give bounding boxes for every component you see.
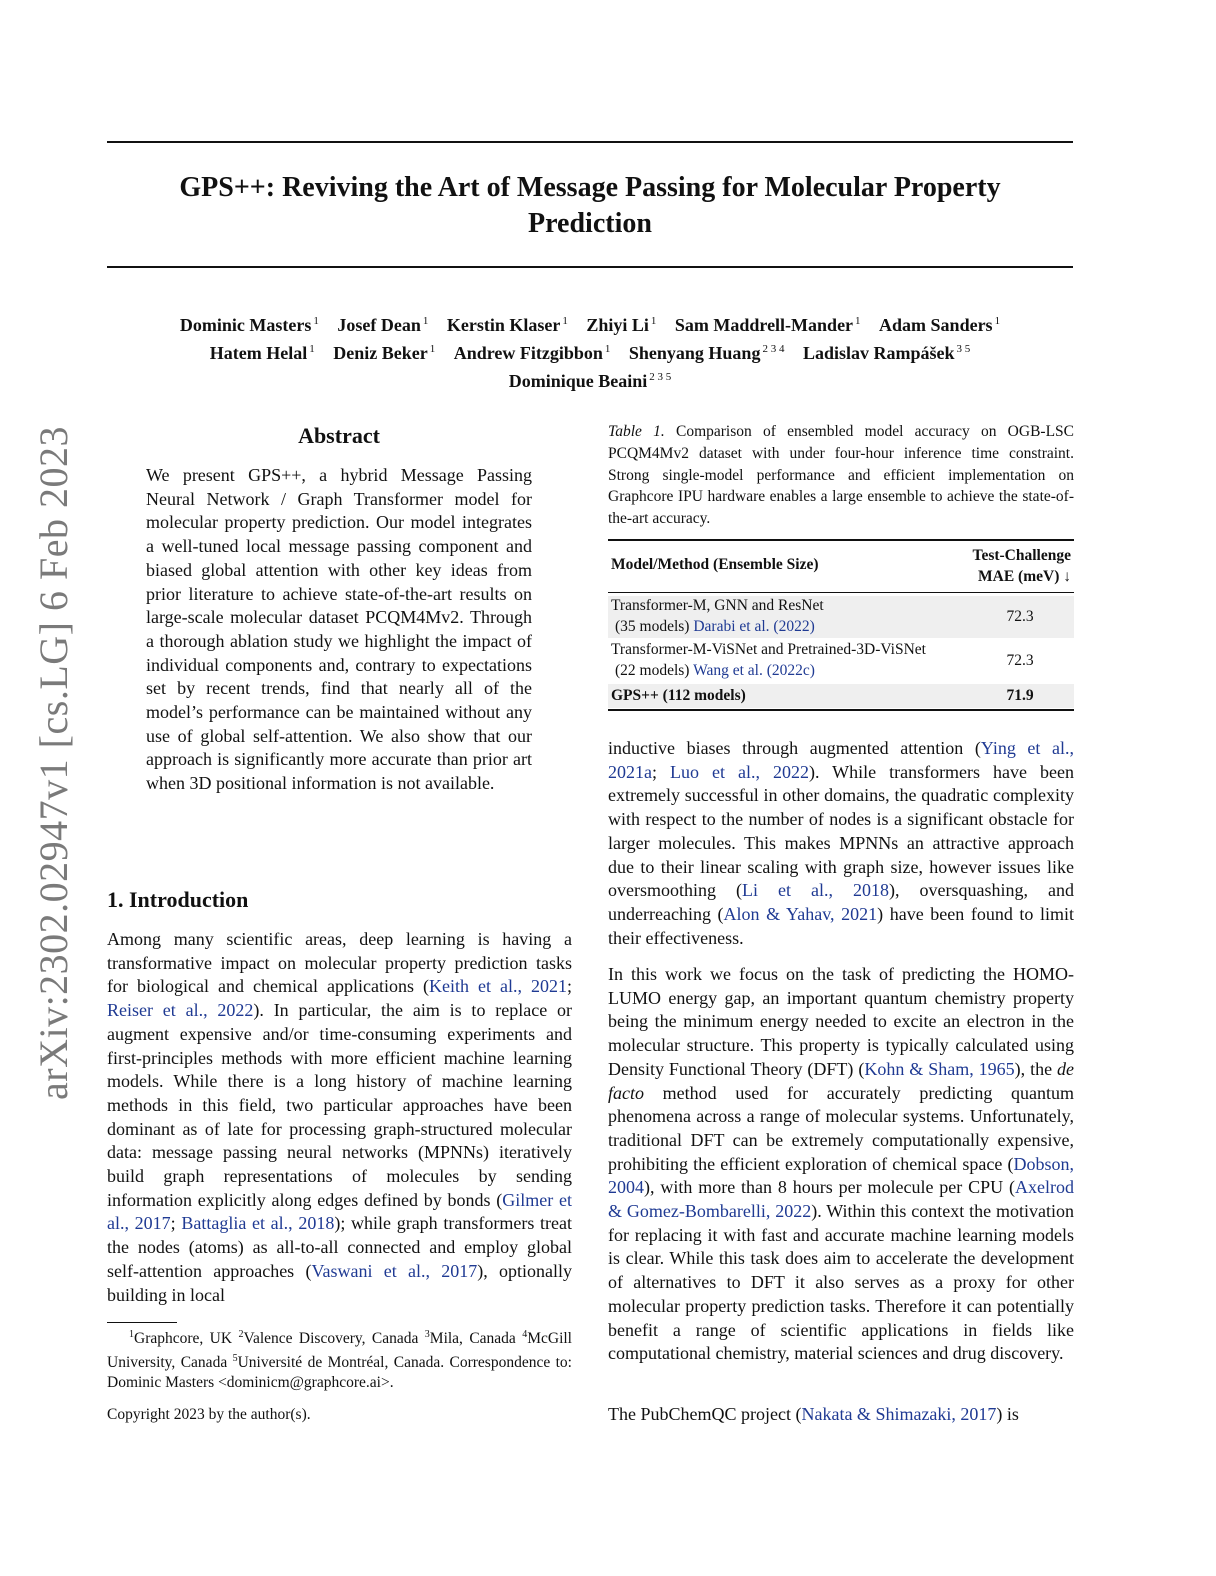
citation-link[interactable]: Gilmer et al., 2017	[107, 1189, 572, 1234]
author: Sam Maddrell-Mander $^1$	[674, 315, 861, 335]
citation-link[interactable]: Axelrod & Gomez-Bombarelli, 2022	[608, 1177, 1074, 1222]
table-bottom-rule	[608, 709, 1074, 711]
author: Dominic Masters $^1$	[179, 315, 319, 335]
author: Kerstin Klaser $^1$	[446, 315, 568, 335]
body-paragraph: The PubChemQC project (Nakata & Shimazaki, 2017) is	[608, 1404, 1019, 1424]
copyright-notice: Copyright 2023 by the author(s).	[107, 1406, 311, 1423]
table-cell-model: Transformer-M, GNN and ResNet (35 models) Darabi et al. (2022)	[611, 597, 824, 635]
abstract-heading: Abstract	[298, 423, 380, 448]
citation-link[interactable]: Battaglia et al., 2018	[181, 1213, 335, 1234]
citation-link[interactable]: Wang et al. (2022c)	[693, 661, 815, 679]
table-row	[608, 640, 1074, 682]
table-caption: Table 1. Comparison of ensembled model accuracy on OGB-LSC PCQM4Mv2 dataset with under four-hour inference time constraint. Strong single-model performance and efficient implementation on Graphcore IPU hardware enables a large ensemble to achieve the state-of-the-art accuracy.	[608, 423, 1074, 528]
author-line-3	[107, 365, 1073, 393]
author-list	[107, 309, 1073, 393]
citation-link[interactable]: Kohn & Sham, 1965	[864, 1058, 1015, 1079]
author: Ladislav Rampášek $^{3 5}$	[802, 343, 971, 363]
table-cell-mae: 71.9	[1006, 686, 1034, 704]
table-cell-model: GPS++ (112 models)	[611, 687, 746, 704]
table-cell-mae: 72.3	[1006, 651, 1034, 669]
footnote-rule	[107, 1322, 177, 1323]
citation-link[interactable]: Keith et al., 2021	[428, 976, 567, 997]
author: Deniz Beker $^1$	[333, 343, 436, 363]
citation-link[interactable]: Ying et al., 2021a	[608, 738, 1074, 782]
paper-title	[107, 170, 1073, 242]
author-line-1	[107, 309, 1073, 337]
citation-link[interactable]: Darabi et al. (2022)	[693, 617, 815, 635]
title-line-1: GPS++: Reviving the Art of Message Passing for Molecular Property	[179, 172, 1001, 203]
table-cell-mae: 72.3	[1006, 607, 1034, 625]
author: Hatem Helal $^1$	[209, 343, 315, 363]
title-line-2: Prediction	[528, 208, 652, 239]
table-row	[608, 596, 1074, 638]
title-top-rule	[107, 141, 1073, 143]
body-paragraph: inductive biases through augmented attention (Ying et al., 2021a; Luo et al., 2022). While transformers have been extremely successful in other domains, the quadratic complexity with respect to the number of nodes is a significant obstacle for larger molecules. This makes MPNNs an attractive approach due to their linear scaling with graph size, however issues like oversmoothing (Li et al., 2018), oversquashing, and underreaching (Alon & Yahav, 2021) have been found to limit their effectiveness.	[608, 738, 1074, 948]
table-header-mae: Test-Challenge MAE (meV) ↓	[972, 547, 1071, 585]
citation-link[interactable]: Vaswani et al., 2017	[311, 1260, 478, 1281]
table-row	[608, 684, 1074, 708]
citation-link[interactable]: Dobson, 2004	[608, 1153, 1074, 1198]
author: Adam Sanders $^1$	[879, 315, 1001, 335]
author: Dominique Beaini $^{2 3 5}$	[508, 371, 672, 391]
citation-link[interactable]: Alon & Yahav, 2021	[723, 903, 878, 924]
arxiv-identifier: arXiv:2302.02947v1 [cs.LG] 6 Feb 2023	[31, 426, 76, 1100]
introduction-heading: 1. Introduction	[107, 887, 249, 912]
author: Shenyang Huang $^{2 3 4}$	[628, 343, 785, 363]
citation-link[interactable]: Reiser et al., 2022	[107, 1000, 254, 1021]
table-cell-model: Transformer-M-ViSNet and Pretrained-3D-ViSNet (22 models) Wang et al. (2022c)	[611, 641, 926, 679]
citation-link[interactable]: Luo et al., 2022	[670, 761, 809, 782]
table-top-rule	[608, 539, 1074, 541]
table-header-model: Model/Method (Ensemble Size)	[611, 556, 819, 573]
body-paragraph: In this work we focus on the task of predicting the HOMO-LUMO energy gap, an important quantum chemistry property being the minimum energy needed to excite an electron in the molecular structure. This property is typically calculated using Density Functional Theory (DFT) (Kohn & Sham, 1965), the de facto method used for accurately predicting quantum phenomena across a range of molecular systems. Unfortunately, traditional DFT can be extremely computationally expensive, prohibiting the efficient exploration of chemical space (Dobson, 2004), with more than 8 hours per molecule per CPU (Axelrod & Gomez-Bombarelli, 2022). Within this context the motivation for replacing it with fast and accurate machine learning models is clear. While this task does aim to accelerate the development of alternatives to DFT it also serves as a proxy for other molecular property prediction tasks. Therefore it can potentially benefit a range of scientific applications in fields like computational chemistry, material sciences and drug discovery.	[608, 964, 1074, 1364]
citation-link[interactable]: Li et al., 2018	[742, 880, 889, 901]
author: Andrew Fitzgibbon $^1$	[453, 343, 611, 363]
abstract-text: We present GPS++, a hybrid Message Passing Neural Network / Graph Transformer model for molecular property prediction. Our model integrates a well-tuned local message passing component and biased global attention with other key ideas from prior literature to achieve state-of-the-art results on large-scale molecular dataset PCQM4Mv2. Through a thorough ablation study we highlight the impact of individual components and, contrary to expectations set by recent trends, find that nearly all of the model’s performance can be maintained without any use of global self-attention. We also show that our approach is significantly more accurate than prior art when 3D positional information is not available.	[146, 465, 532, 794]
affiliations-footnote: $^1$Graphcore, UK $^2$Valence Discovery, Canada $^3$Mila, Canada $^4$McGill University, Canada $^5$Université de Montréal, Canada. Correspondence to: Dominic Masters <dominicm@graphcore.ai>.	[107, 1329, 572, 1392]
author: Zhiyi Li $^1$	[586, 315, 657, 335]
introduction-text: Among many scientific areas, deep learning is having a transformative impact on molecular property prediction tasks for biological and chemical applications (Keith et al., 2021; Reiser et al., 2022). In particular, the aim is to replace or augment expensive and/or time-consuming experiments and first-principles methods with more efficient machine learning models. While there is a long history of machine learning methods in this field, two particular approaches have been dominant as of late for processing graph-structured molecular data: message passing neural networks (MPNNs) iteratively build graph representations of molecules by sending information explicitly along edges defined by bonds (Gilmer et al., 2017; Battaglia et al., 2018); while graph transformers treat the nodes (atoms) as all-to-all connected and employ global self-attention approaches (Vaswani et al., 2017), optionally building in local	[107, 929, 572, 1305]
table-header-rule	[608, 592, 1074, 593]
title-bottom-rule	[107, 266, 1073, 268]
citation-link[interactable]: Nakata & Shimazaki, 2017	[801, 1404, 997, 1424]
table-caption-label: Table 1.	[608, 423, 665, 440]
author: Josef Dean $^1$	[337, 315, 429, 335]
author-line-2	[107, 337, 1073, 365]
